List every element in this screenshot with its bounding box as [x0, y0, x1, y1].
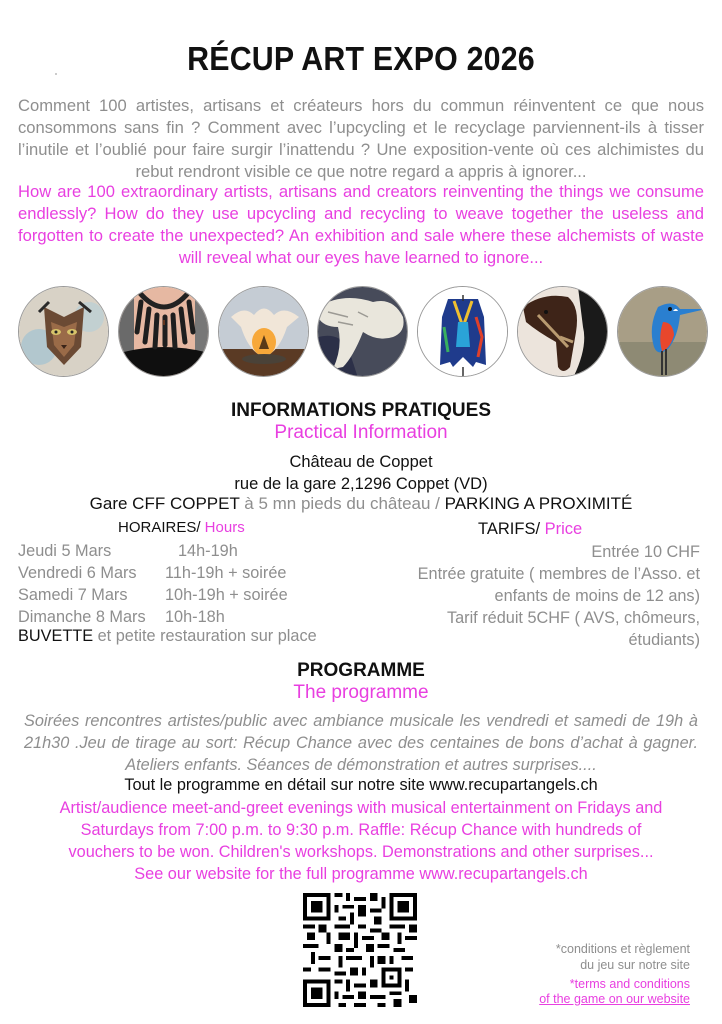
buvette-text: et petite restauration sur place: [93, 627, 317, 645]
station-distance: à 5 mn pieds du château /: [239, 494, 445, 513]
conditions-website-link[interactable]: of the game on our website: [539, 992, 690, 1006]
buvette-note: [18, 627, 317, 646]
programme-subtitle: The programme: [293, 682, 429, 703]
conditions-fr-line: *conditions et règlement: [555, 942, 690, 956]
price-line: étudiants): [628, 631, 700, 649]
programme-english: [20, 797, 702, 885]
hours-row: [18, 606, 288, 628]
hours-day: Samedi 7 Mars: [18, 586, 128, 604]
info-section-title: INFORMATIONS PRATIQUES: [230, 400, 492, 421]
parking-note: PARKING A PROXIMITÉ: [444, 494, 633, 513]
hours-day: Jeudi 5 Mars: [18, 542, 112, 560]
artwork-gallery: [18, 286, 708, 376]
speck-decoration: [55, 73, 57, 75]
page-title: RÉCUP ART EXPO 2026: [187, 40, 535, 77]
programme-english-line: vouchers to be won. Children's workshops. Demonstrations and other surprises...: [68, 843, 654, 861]
price-line: Entrée gratuite ( membres de l’Asso. et: [417, 565, 700, 583]
hours-time: 14h-19h: [178, 542, 238, 560]
price-label-en: Price: [540, 520, 583, 538]
station-name: Gare CFF COPPET: [89, 494, 240, 513]
artwork-sculpture-image: [317, 286, 408, 377]
hours-table: [18, 540, 288, 628]
price-line: enfants de moins de 12 ans): [494, 587, 700, 605]
conditions-english: [539, 977, 690, 1007]
hours-label-en: Hours: [200, 519, 245, 536]
hours-time: 10h-19h + soirée: [165, 586, 288, 604]
hours-row: [18, 562, 288, 584]
programme-title: PROGRAMME: [297, 660, 425, 681]
conditions-en-line: *terms and conditions: [569, 977, 690, 991]
transport-line: [0, 494, 722, 514]
price-line: Tarif réduit 5CHF ( AVS, chômeurs,: [446, 609, 700, 627]
hours-row: [18, 584, 288, 606]
artwork-jacket-image: [417, 286, 508, 377]
venue-address: rue de la gare 2,1296 Coppet (VD): [234, 475, 488, 493]
conditions-french: [556, 941, 690, 973]
info-section-subtitle: Practical Information: [274, 422, 448, 443]
intro-english: How are 100 extraordinary artists, artisans and creators reinventing the things we consume endlessly? How do they use upcycling and recycling to weave together the useless and forgotten to create the unexpected? An exhibition and sale where these alchemists of waste will reveal what our eyes have learned to ignore...: [18, 182, 704, 267]
hours-day: Dimanche 8 Mars: [18, 608, 146, 626]
artwork-lamp-image: [218, 286, 309, 377]
venue-name: Château de Coppet: [289, 453, 433, 471]
artwork-kingfisher-image: [617, 286, 708, 377]
programme-website-fr: Tout le programme en détail sur notre site www.recupartangels.ch: [124, 776, 598, 794]
artwork-necklace-image: [118, 286, 209, 377]
hours-heading: [118, 519, 245, 536]
hours-time: 10h-18h: [165, 608, 225, 626]
price-heading: [478, 520, 582, 539]
buvette-label: BUVETTE: [18, 627, 94, 645]
hours-label-fr: HORAIRES/: [118, 519, 201, 536]
hours-day: Vendredi 6 Mars: [18, 564, 137, 582]
price-label-fr: TARIFS/: [478, 520, 541, 538]
artwork-horse-image: [517, 286, 608, 377]
qr-code-icon[interactable]: [303, 893, 417, 1007]
price-list: [370, 541, 700, 651]
conditions-fr-line: du jeu sur notre site: [580, 958, 690, 972]
price-line: Entrée 10 CHF: [591, 543, 700, 561]
venue-block: [0, 451, 722, 495]
programme-english-line: Artist/audience meet-and-greet evenings with musical entertainment on Fridays and: [59, 799, 663, 817]
programme-english-line: Saturdays from 7:00 p.m. to 9:30 p.m. Raffle: Récup Chance with hundreds of: [80, 821, 642, 839]
hours-time: 11h-19h + soirée: [165, 564, 287, 582]
hours-row: [18, 540, 288, 562]
intro-french: Comment 100 artistes, artisans et créateurs hors du commun réinventent ce que nous consommons sans fin ? Comment avec l’upcycling et le recyclage parviennent-ils à tisser l’inutile et l’oublié pour faire surgir l’inattendu ? Une exposition-vente où ces alchimistes du rebut rendront visible ce que notre regard a appris à ignorer...: [18, 96, 704, 181]
artwork-lynx-image: [18, 286, 109, 377]
programme-french: Soirées rencontres artistes/public avec ambiance musicale les vendredi et samedi de 19h à 21h30 .Jeu de tirage au sort: Récup Chance avec des centaines de bons d’achat à gagner. Ateliers enfants. Séances de démonstration et autres surprises....: [24, 712, 698, 774]
programme-english-line: See our website for the full programme www.recupartangels.ch: [134, 865, 588, 883]
